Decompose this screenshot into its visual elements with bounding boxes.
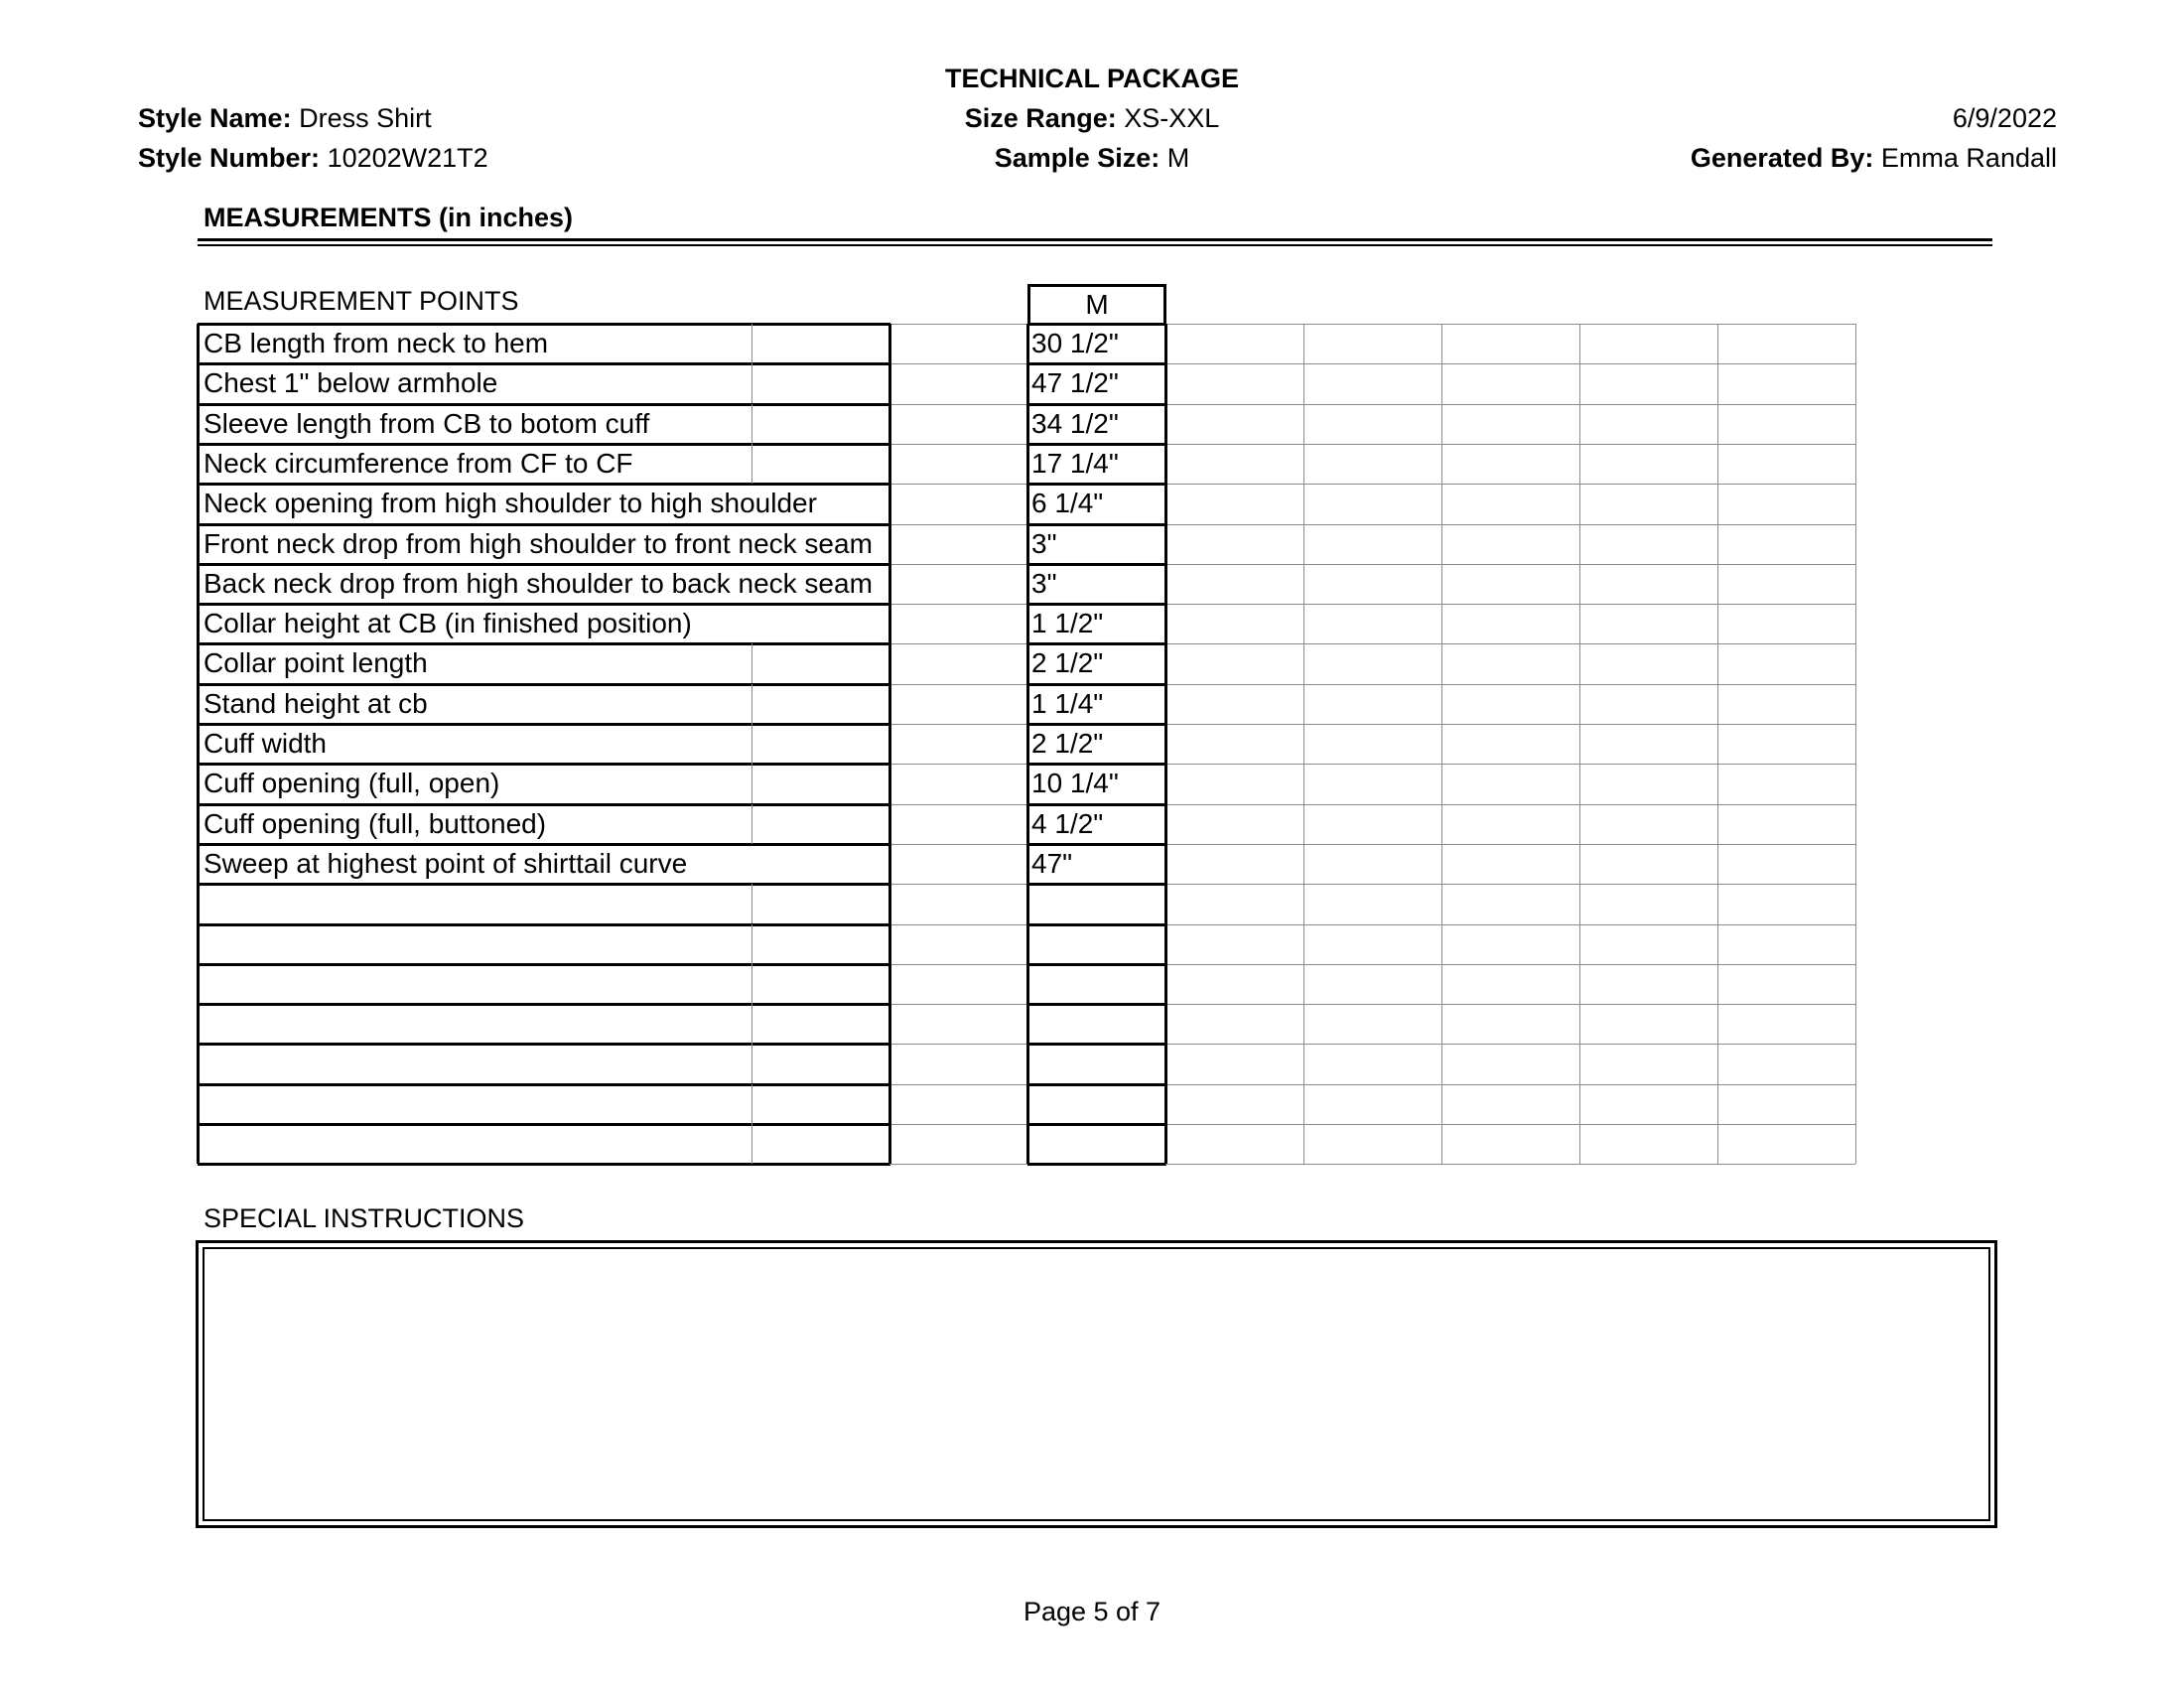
row-rule-thin	[889, 684, 1027, 685]
row-rule-thin	[1165, 604, 1855, 605]
special-instructions-field[interactable]	[203, 1247, 1990, 1521]
points-inner-divider	[751, 404, 752, 444]
points-inner-divider	[751, 804, 752, 844]
row-rule-thin	[1165, 1044, 1855, 1045]
measurement-point-label: Cuff opening (full, buttoned)	[204, 808, 547, 839]
measurement-point-label: Collar height at CB (in finished position)	[204, 608, 692, 638]
row-rule-thin	[889, 524, 1027, 525]
style-number-label: Style Number:	[138, 143, 321, 173]
measurement-value-m: 1 1/4"	[1031, 688, 1104, 719]
generated-by-value: Emma Randall	[1880, 143, 2057, 173]
document-title: TECHNICAL PACKAGE	[944, 64, 1239, 93]
style-name-label: Style Name:	[138, 103, 292, 133]
row-rule-points	[198, 1163, 890, 1166]
points-inner-divider	[751, 924, 752, 964]
row-rule-thin	[889, 804, 1027, 805]
column-rule-thin	[1855, 324, 1856, 1164]
measurement-point-label: Neck circumference from CF to CF	[204, 448, 633, 479]
points-inner-divider	[751, 1004, 752, 1044]
measurement-point-label: Front neck drop from high shoulder to front neck seam	[204, 528, 873, 559]
column-rule-dark	[197, 324, 200, 1164]
measurement-value-m: 1 1/2"	[1031, 608, 1104, 638]
points-inner-divider	[751, 1124, 752, 1164]
measurement-value-m: 47 1/2"	[1031, 367, 1119, 398]
row-rule-size	[1027, 1083, 1166, 1086]
row-rule-points	[198, 1123, 890, 1126]
row-rule-thin	[1165, 524, 1855, 525]
row-rule-thin	[889, 884, 1027, 885]
row-rule-size	[1027, 923, 1166, 926]
row-rule-thin	[1165, 643, 1855, 644]
points-inner-divider	[751, 964, 752, 1004]
measurement-value-m: 3"	[1031, 528, 1057, 559]
measurement-point-label: CB length from neck to hem	[204, 328, 549, 358]
measurement-point-label: Stand height at cb	[204, 688, 428, 719]
special-instructions-box	[196, 1240, 1997, 1528]
measurement-points-header: MEASUREMENT POINTS	[204, 286, 519, 316]
row-rule-thin	[889, 1124, 1027, 1125]
style-name-value: Dress Shirt	[299, 103, 432, 133]
row-rule-thin	[889, 1044, 1027, 1045]
row-rule-thin	[1165, 444, 1855, 445]
row-rule-thin	[1165, 684, 1855, 685]
size-range-label: Size Range:	[964, 103, 1117, 133]
row-rule-points	[198, 1003, 890, 1006]
measurement-value-m: 47"	[1031, 848, 1073, 879]
row-rule-thin	[1165, 363, 1855, 364]
row-rule-thin	[889, 964, 1027, 965]
size-column-header: M	[1085, 289, 1109, 320]
row-rule-thin	[889, 844, 1027, 845]
row-rule-thin	[1165, 1004, 1855, 1005]
row-rule-thin	[889, 363, 1027, 364]
row-rule-thin	[1165, 884, 1855, 885]
row-rule-thin	[1165, 1124, 1855, 1125]
row-rule-size	[1027, 1003, 1166, 1006]
document-date: 6/9/2022	[1952, 103, 2057, 133]
measurement-point-label: Collar point length	[204, 647, 428, 678]
measurement-value-m: 17 1/4"	[1031, 448, 1119, 479]
row-rule-thin	[1165, 324, 1855, 325]
row-rule-points	[198, 1043, 890, 1046]
points-inner-divider	[751, 444, 752, 484]
generated-by-label: Generated By:	[1690, 143, 1874, 173]
size-range-value: XS-XXL	[1124, 103, 1220, 133]
row-rule-thin	[889, 1004, 1027, 1005]
row-rule-thin	[889, 404, 1027, 405]
points-inner-divider	[751, 1084, 752, 1124]
points-inner-divider	[751, 684, 752, 724]
special-instructions-title: SPECIAL INSTRUCTIONS	[204, 1203, 525, 1233]
points-inner-divider	[751, 363, 752, 403]
measurement-value-m: 3"	[1031, 568, 1057, 599]
measurement-value-m: 4 1/2"	[1031, 808, 1104, 839]
row-rule-points	[198, 1083, 890, 1086]
column-rule-thin	[1303, 324, 1304, 1164]
row-rule-thin	[1165, 404, 1855, 405]
points-inner-divider	[751, 643, 752, 683]
measurements-section-title: MEASUREMENTS (in inches)	[204, 203, 574, 232]
points-inner-divider	[751, 884, 752, 923]
row-rule-thin	[1165, 1084, 1855, 1085]
row-rule-size	[1027, 1123, 1166, 1126]
row-rule-thin	[1165, 844, 1855, 845]
measurement-value-m: 30 1/2"	[1031, 328, 1119, 358]
points-inner-divider	[751, 724, 752, 764]
measurement-value-m: 10 1/4"	[1031, 768, 1119, 798]
row-rule-thin	[1165, 924, 1855, 925]
column-rule-thin	[1717, 324, 1718, 1164]
row-rule-size	[1027, 963, 1166, 966]
measurement-value-m: 34 1/2"	[1031, 408, 1119, 439]
measurement-value-m: 2 1/2"	[1031, 728, 1104, 759]
points-inner-divider	[751, 1044, 752, 1083]
column-rule-dark	[1164, 324, 1167, 1164]
measurement-point-label: Cuff width	[204, 728, 327, 759]
sample-size-value: M	[1166, 143, 1190, 173]
measurement-point-label: Chest 1" below armhole	[204, 367, 498, 398]
row-rule-thin	[889, 764, 1027, 765]
row-rule-thin	[889, 484, 1027, 485]
row-rule-thin	[889, 924, 1027, 925]
row-rule-points	[198, 923, 890, 926]
row-rule-size	[1027, 1043, 1166, 1046]
measurement-value-m: 6 1/4"	[1031, 488, 1104, 518]
row-rule-thin	[889, 724, 1027, 725]
row-rule-thin	[889, 1164, 1027, 1165]
points-inner-divider	[751, 764, 752, 803]
row-rule-thin	[889, 1084, 1027, 1085]
row-rule-points	[198, 963, 890, 966]
row-rule-thin	[1165, 964, 1855, 965]
measurement-point-label: Sleeve length from CB to botom cuff	[204, 408, 650, 439]
sample-size-label: Sample Size:	[994, 143, 1160, 173]
column-rule-dark	[1026, 324, 1029, 1164]
row-rule-thin	[1165, 724, 1855, 725]
row-rule-thin	[1165, 1164, 1855, 1165]
row-rule-thin	[1165, 764, 1855, 765]
measurement-value-m: 2 1/2"	[1031, 647, 1104, 678]
row-rule-thin	[1165, 564, 1855, 565]
measurement-point-label: Cuff opening (full, open)	[204, 768, 500, 798]
row-rule-thin	[1165, 484, 1855, 485]
row-rule-thin	[1165, 804, 1855, 805]
row-rule-thin	[889, 564, 1027, 565]
column-rule-thin	[1579, 324, 1580, 1164]
column-rule-thin	[1441, 324, 1442, 1164]
row-rule-thin	[889, 444, 1027, 445]
measurement-point-label: Sweep at highest point of shirttail curve	[204, 848, 688, 879]
page-number: Page 5 of 7	[1023, 1597, 1161, 1626]
row-rule-size	[1027, 1163, 1166, 1166]
row-rule-thin	[889, 643, 1027, 644]
points-inner-divider	[751, 324, 752, 363]
style-number-value: 10202W21T2	[327, 143, 488, 173]
column-rule-dark	[888, 324, 891, 1164]
measurement-point-label: Back neck drop from high shoulder to back neck seam	[204, 568, 873, 599]
row-rule-thin	[889, 324, 1027, 325]
measurement-point-label: Neck opening from high shoulder to high shoulder	[204, 488, 817, 518]
row-rule-thin	[889, 604, 1027, 605]
